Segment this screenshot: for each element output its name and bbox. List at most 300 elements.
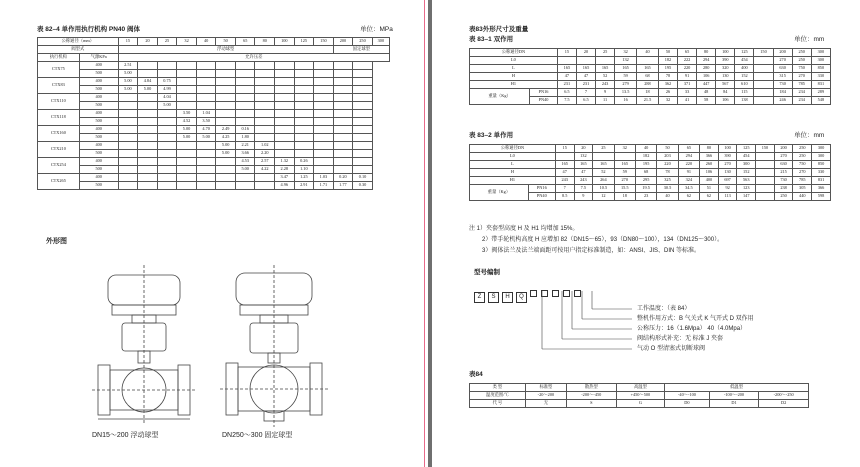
table-cell <box>754 97 773 105</box>
table-cell: 500 <box>79 150 118 158</box>
table-cell <box>138 126 158 134</box>
table-cell <box>333 150 353 158</box>
table-cell <box>294 78 314 86</box>
table-cell: 220 <box>678 161 699 169</box>
table-cell: 32 <box>177 38 197 46</box>
table-cell <box>756 153 775 161</box>
table-cell: 5.00 <box>157 102 177 110</box>
table-cell: 高温型 <box>616 384 665 392</box>
table-83-title: 表83外形尺寸及重量 <box>469 26 529 33</box>
table-cell: CTX265 <box>38 174 80 190</box>
table-cell <box>333 70 353 78</box>
table-cell: D2 <box>759 400 809 408</box>
table-cell: 0.26 <box>294 158 314 166</box>
table-cell <box>177 150 197 158</box>
table-cell: 78 <box>658 73 677 81</box>
unit-label-2: 单位：mm <box>794 132 825 139</box>
table-cell <box>314 86 334 94</box>
table-cell: 类 型 <box>470 384 526 392</box>
table-cell: 400 <box>735 65 754 73</box>
table-cell: 18 <box>614 193 635 201</box>
table-cell: 300 <box>812 145 831 153</box>
table-cell <box>177 86 197 94</box>
table-cell: 138 <box>735 97 754 105</box>
table-cell: 5.00 <box>118 70 138 78</box>
table-cell: 220 <box>657 161 678 169</box>
table-cell: 78 <box>657 169 678 177</box>
table-cell <box>275 78 295 86</box>
table-cell: H <box>470 169 556 177</box>
table-cell: 500 <box>79 118 118 126</box>
table-cell <box>118 110 138 118</box>
table-cell: 62 <box>700 193 719 201</box>
table-row <box>470 81 831 89</box>
table-cell <box>118 126 138 134</box>
table-cell <box>235 86 255 94</box>
table-cell <box>294 94 314 102</box>
table-cell: 730 <box>773 81 792 89</box>
table-cell: 1.32 <box>275 158 295 166</box>
table-cell: 610 <box>735 81 754 89</box>
table-cell <box>138 134 158 142</box>
table-row <box>38 166 390 174</box>
table-cell: 5.00 <box>177 126 197 134</box>
table-cell <box>235 70 255 78</box>
table-cell: 4.04 <box>157 94 177 102</box>
table-row <box>38 62 390 70</box>
table-cell <box>255 182 275 190</box>
table-cell <box>333 102 353 110</box>
table-cell: 500 <box>79 134 118 142</box>
table-cell: 280 <box>697 65 716 73</box>
table-cell: 2.20 <box>255 150 275 158</box>
table-cell: 184 <box>773 89 792 97</box>
table-cell: 40 <box>196 38 216 46</box>
table-cell: 2.57 <box>255 158 275 166</box>
table-cell <box>756 161 775 169</box>
table-cell: 48 <box>697 89 716 97</box>
table-cell: 850 <box>812 161 831 169</box>
table-cell <box>196 166 216 174</box>
table-cell: 362 <box>658 81 677 89</box>
table-cell <box>157 62 177 70</box>
table-83-2 <box>469 144 831 201</box>
table-cell: 15 <box>555 145 574 153</box>
table-cell <box>353 158 373 166</box>
table-cell: 低温型 <box>665 384 809 392</box>
table-cell: 300 <box>811 49 830 57</box>
table-cell <box>196 102 216 110</box>
table-cell <box>754 57 773 65</box>
table-cell: 固定球型 <box>333 46 389 54</box>
table-cell: 0.16 <box>235 126 255 134</box>
table-cell: 2.91 <box>294 182 314 190</box>
table-cell <box>118 118 138 126</box>
table-cell: 1.10 <box>294 166 314 174</box>
table-cell: 400 <box>79 78 118 86</box>
table-cell <box>353 86 373 94</box>
table-cell <box>177 166 197 174</box>
table-row <box>470 57 831 65</box>
model-title: 型号编制 <box>474 269 500 276</box>
table-cell: 3.66 <box>235 150 255 158</box>
table-cell <box>177 62 197 70</box>
model-line-3: 公称压力：16（1.6Mpa） 40（4.0Mpa） <box>637 326 747 332</box>
table-cell: 270 <box>774 153 793 161</box>
table-cell: 15 <box>557 49 576 57</box>
table-cell <box>275 70 295 78</box>
table-cell: 203 <box>657 153 678 161</box>
table-cell: CTX160 <box>38 126 80 142</box>
table-cell <box>235 78 255 86</box>
left-page <box>0 0 428 467</box>
table-cell <box>118 166 138 174</box>
table-cell <box>255 78 275 86</box>
table-cell: 106 <box>697 73 716 81</box>
table-cell: 5.00 <box>235 166 255 174</box>
table-cell: CTX118 <box>38 110 80 126</box>
table-cell <box>294 142 314 150</box>
table-row <box>38 134 390 142</box>
table-cell: 200 <box>773 49 792 57</box>
table-cell <box>275 62 295 70</box>
table-cell: 7 <box>555 185 574 193</box>
table-cell <box>255 86 275 94</box>
table-cell <box>196 158 216 166</box>
table-cell <box>353 78 373 86</box>
table-cell: 3.50 <box>177 110 197 118</box>
table-cell: 123 <box>737 185 756 193</box>
table-cell: 288 <box>637 81 659 89</box>
table-cell: 5.00 <box>177 134 197 142</box>
table-cell: 366 <box>812 185 831 193</box>
table-cell: L0 <box>470 57 558 65</box>
table-cell: 165 <box>637 65 659 73</box>
table-cell: -100～-200 <box>709 392 759 400</box>
table-cell <box>138 70 158 78</box>
table-cell: 16 <box>615 97 637 105</box>
table-cell: 41 <box>678 97 697 105</box>
table-cell: L0 <box>470 153 556 161</box>
table-cell <box>177 70 197 78</box>
table-cell <box>216 86 236 94</box>
table-cell: 730 <box>774 177 793 185</box>
table-cell: 50 <box>658 49 677 57</box>
table-cell: 150 <box>754 49 773 57</box>
figure-1-caption: DN15～200 浮动球型 <box>92 432 159 439</box>
table-cell: 630 <box>774 161 793 169</box>
table-cell <box>314 94 334 102</box>
unit-label: 单位：MPa <box>360 26 393 33</box>
table-cell <box>177 174 197 182</box>
table-row <box>470 392 809 400</box>
table-cell: 80 <box>255 38 275 46</box>
table-cell <box>314 150 334 158</box>
table-cell: 33 <box>678 89 697 97</box>
table-cell: 234 <box>792 89 811 97</box>
table-cell: 允许压差 <box>118 54 389 62</box>
table-cell: 15.5 <box>614 185 635 193</box>
table-83-1 <box>469 48 831 105</box>
table-cell <box>118 142 138 150</box>
table-cell: 182 <box>658 57 677 65</box>
table-cell: 125 <box>735 49 754 57</box>
table-cell: 152 <box>737 169 756 177</box>
table-cell: 47 <box>555 169 574 177</box>
table-cell <box>333 118 353 126</box>
table-cell <box>138 174 158 182</box>
table-cell: 25 <box>596 49 615 57</box>
table-cell: -20～200 <box>525 392 566 400</box>
table-cell: 9 <box>596 89 615 97</box>
table-cell <box>216 182 236 190</box>
table-cell <box>314 134 334 142</box>
table-cell <box>754 65 773 73</box>
table-cell: 7.5 <box>574 185 593 193</box>
table-cell: G <box>616 400 665 408</box>
table-cell: 温度范围/℃ <box>470 392 526 400</box>
table-cell <box>138 118 158 126</box>
table-cell: PN16 <box>530 89 558 97</box>
table-cell: 289 <box>811 89 830 97</box>
table-cell: 165 <box>576 65 595 73</box>
table-cell: D1 <box>709 400 759 408</box>
table-cell: PN16 <box>528 185 555 193</box>
table-cell: 279 <box>615 81 637 89</box>
table-cell <box>353 94 373 102</box>
table-cell: 公称通径DN <box>470 145 556 153</box>
table-cell: D0 <box>665 400 710 408</box>
table-cell: 195 <box>635 161 656 169</box>
table-cell <box>157 174 177 182</box>
table-cell: 222 <box>678 57 697 65</box>
table-cell <box>157 134 177 142</box>
table-row <box>38 118 390 126</box>
table-cell: 325 <box>657 177 678 185</box>
table-cell: 831 <box>811 81 830 89</box>
table-cell <box>118 94 138 102</box>
table-cell <box>118 150 138 158</box>
table-cell: 20 <box>574 145 593 153</box>
table-cell: 40 <box>657 193 678 201</box>
note-3: 3）阀体法兰及法兰端面距可按用户指定标准制造，如：ANSI、JIS、DIN 等标准。 <box>482 248 701 254</box>
table-cell: 9 <box>574 193 593 201</box>
table-cell <box>255 102 275 110</box>
model-leader-lines <box>522 285 632 365</box>
table-cell <box>235 94 255 102</box>
table-cell: 563 <box>737 177 756 185</box>
table-cell: 7.5 <box>557 97 576 105</box>
table-cell: 400 <box>79 158 118 166</box>
table-row <box>38 182 390 190</box>
table-cell <box>314 62 334 70</box>
table-row <box>470 169 831 177</box>
table-cell: 2.21 <box>235 142 255 150</box>
table-cell: 330 <box>812 169 831 177</box>
table-cell <box>333 78 353 86</box>
table-cell: 243 <box>596 81 615 89</box>
table-cell: 34.5 <box>678 185 699 193</box>
table-cell: 4.52 <box>177 118 197 126</box>
table-cell: 270 <box>614 177 635 185</box>
table-cell <box>235 110 255 118</box>
table-cell: 26 <box>658 89 677 97</box>
table-cell: 270 <box>793 169 812 177</box>
table-cell: 65 <box>235 38 255 46</box>
table-cell: 11 <box>596 97 615 105</box>
table-cell: 2.51 <box>118 62 138 70</box>
table-cell: 浮动球型 <box>118 46 333 54</box>
table-cell <box>333 94 353 102</box>
table-cell <box>294 86 314 94</box>
table-cell: 400 <box>79 142 118 150</box>
table-cell: -40～-100 <box>665 392 710 400</box>
table-cell: 125 <box>737 145 756 153</box>
table-cell <box>118 182 138 190</box>
table-cell: 4.53 <box>235 158 255 166</box>
table-cell: 500 <box>79 70 118 78</box>
table-cell: CTX254 <box>38 158 80 174</box>
table-cell: 150 <box>756 145 775 153</box>
table-cell <box>614 153 635 161</box>
table-cell: 215 <box>774 169 793 177</box>
table-cell <box>255 134 275 142</box>
table-cell: 165 <box>574 161 593 169</box>
table-cell <box>235 102 255 110</box>
table-cell: 1.25 <box>294 174 314 182</box>
model-box: H <box>502 292 513 303</box>
table-cell: 454 <box>735 57 754 65</box>
table-cell <box>216 94 236 102</box>
table-cell: 68 <box>635 169 656 177</box>
table-row <box>38 126 390 134</box>
right-page <box>432 0 860 467</box>
table-cell <box>235 182 255 190</box>
table-cell <box>754 89 773 97</box>
table-cell: 220 <box>678 65 697 73</box>
table-cell: 1.03 <box>314 174 334 182</box>
table-cell <box>353 118 373 126</box>
table-cell: 390 <box>716 57 735 65</box>
table-row <box>38 46 390 54</box>
table-cell: 23 <box>635 193 656 201</box>
figure-title: 外形图 <box>46 238 67 245</box>
table-cell: 300 <box>737 161 756 169</box>
table-cell: 400 <box>79 174 118 182</box>
table-cell: 106 <box>716 97 735 105</box>
table-cell: 20 <box>138 38 158 46</box>
table-cell: 32 <box>614 145 635 153</box>
table-cell: 80 <box>700 145 719 153</box>
table-84 <box>469 383 809 408</box>
model-line-5: 气动 O 型清塞式切断球阀 <box>637 346 706 352</box>
table-cell: 315 <box>773 73 792 81</box>
table-82-4 <box>37 37 390 190</box>
table-cell: 195 <box>658 65 677 73</box>
table-cell: 231 <box>576 81 595 89</box>
table-row <box>470 185 831 193</box>
table-cell <box>255 70 275 78</box>
table-cell <box>157 118 177 126</box>
table-cell: H <box>470 73 558 81</box>
table-cell: 5.00 <box>216 142 236 150</box>
table-cell <box>196 70 216 78</box>
table-cell <box>196 150 216 158</box>
table-cell: 12 <box>593 193 614 201</box>
table-cell <box>138 150 158 158</box>
table-cell <box>216 118 236 126</box>
table-cell: 公称通径（mm） <box>38 38 119 46</box>
table-cell: 115 <box>735 89 754 97</box>
table-cell: 400 <box>79 110 118 118</box>
table-cell <box>275 86 295 94</box>
table-84-title: 表84 <box>469 371 483 378</box>
table-cell: 165 <box>593 161 614 169</box>
table-cell: 40 <box>637 49 659 57</box>
table-cell <box>353 142 373 150</box>
table-cell <box>333 134 353 142</box>
table-row <box>470 49 831 57</box>
table-cell <box>275 110 295 118</box>
table-cell <box>177 102 197 110</box>
table-cell <box>353 110 373 118</box>
table-cell: CTX110 <box>38 94 80 110</box>
table-cell: 1.80 <box>235 134 255 142</box>
table-cell: 3.47 <box>275 174 295 182</box>
table-cell: 68 <box>637 73 659 81</box>
table-cell: 92 <box>718 185 737 193</box>
table-cell <box>216 158 236 166</box>
table-row <box>470 73 831 81</box>
table-cell <box>216 78 236 86</box>
table-cell <box>314 158 334 166</box>
table-cell: 390 <box>718 153 737 161</box>
table-cell: 2.49 <box>216 126 236 134</box>
table-cell: 65 <box>678 145 699 153</box>
table-row <box>470 384 809 392</box>
table-cell: 250 <box>353 38 373 46</box>
table-cell: PN40 <box>528 193 555 201</box>
table-cell <box>314 110 334 118</box>
table-cell: 18 <box>637 89 659 97</box>
table-row <box>38 86 390 94</box>
table-cell: 785 <box>793 177 812 185</box>
table-cell: 750 <box>793 161 812 169</box>
table-row <box>38 94 390 102</box>
table-cell <box>138 62 158 70</box>
table-cell <box>637 57 659 65</box>
table-cell: 重量（Kg） <box>470 185 529 201</box>
table-cell <box>118 102 138 110</box>
table-cell: 697 <box>718 177 737 185</box>
table-cell: 130 <box>718 169 737 177</box>
table-cell: H1 <box>470 177 556 185</box>
table-cell <box>294 134 314 142</box>
table-cell: 250 <box>792 57 811 65</box>
table-cell: 132 <box>615 57 637 65</box>
table-cell: 40 <box>635 145 656 153</box>
valve-drawing-fixed <box>220 265 330 430</box>
table-83-2-title: 表 83–2 单作用 <box>469 132 514 139</box>
table-cell: 32 <box>615 49 637 57</box>
table-cell: 65 <box>678 49 697 57</box>
table-cell: 47 <box>557 73 576 81</box>
table-cell: 165 <box>557 65 576 73</box>
table-cell <box>255 62 275 70</box>
table-row <box>470 145 831 153</box>
table-cell: 500 <box>79 86 118 94</box>
table-row <box>470 89 831 97</box>
